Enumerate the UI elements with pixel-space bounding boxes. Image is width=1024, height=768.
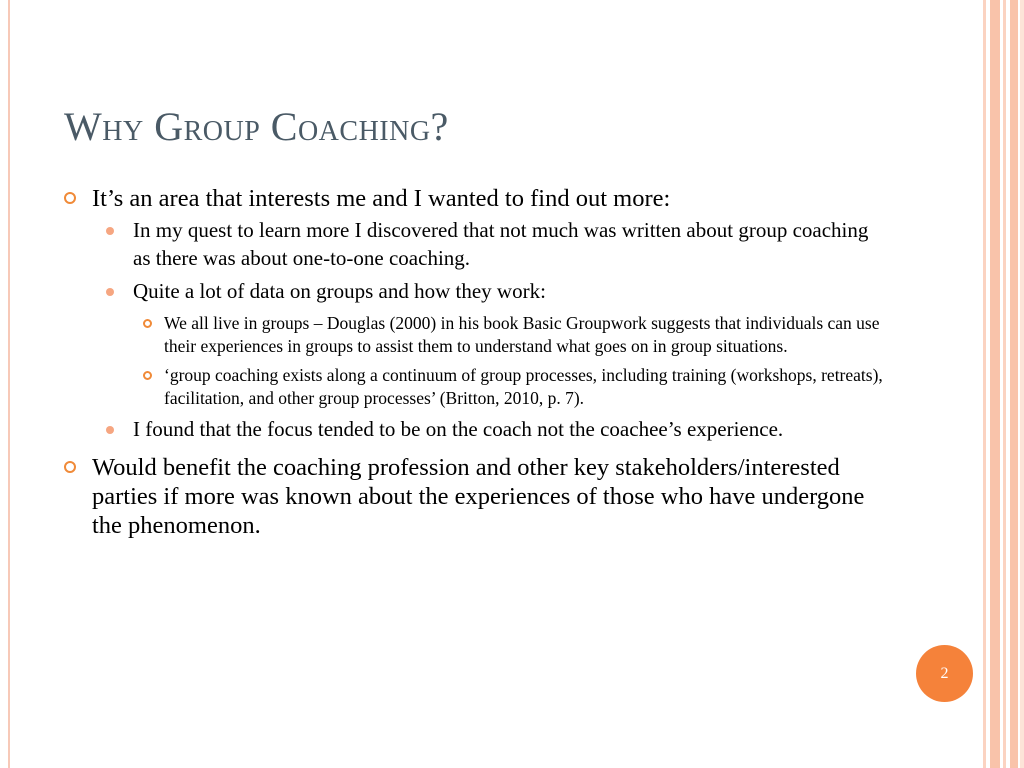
small-circle-bullet-icon xyxy=(143,371,152,380)
decorative-stripe xyxy=(1020,0,1024,768)
dot-bullet-icon xyxy=(106,227,114,235)
left-border-line xyxy=(8,0,10,768)
bullet-level2 xyxy=(106,278,884,306)
dot-bullet-icon xyxy=(106,288,114,296)
bullet-text: I found that the focus tended to be on the coach not the coachee’s experience. xyxy=(133,416,784,441)
bullet-text: In my quest to learn more I discovered that not much was written about group coaching as there was about one-to-one coaching. xyxy=(133,218,869,270)
bullet-level3 xyxy=(133,364,884,410)
bullet-text: Would benefit the coaching profession and other key stakeholders/interested parties if more was known about the experiences of those who have undergone the phenomenon. xyxy=(92,454,865,539)
page-number-badge: 2 xyxy=(916,645,973,702)
decorative-stripe xyxy=(983,0,986,768)
bullet-text: It’s an area that interests me and I wanted to find out more: xyxy=(92,185,671,212)
bullet-level2 xyxy=(106,416,884,444)
slide-content xyxy=(64,184,884,544)
bullet-level1 xyxy=(64,184,884,213)
small-circle-bullet-icon xyxy=(143,319,152,328)
circle-bullet-icon xyxy=(64,461,76,473)
decorative-stripe xyxy=(1003,0,1006,768)
decorative-stripe xyxy=(1010,0,1018,768)
circle-bullet-icon xyxy=(64,192,76,204)
decorative-stripe xyxy=(990,0,1000,768)
slide-title: Why Group Coaching? xyxy=(64,104,449,149)
bullet-text: ‘group coaching exists along a continuum of group processes, including training (workshops, retreats), facilitation, and other group processes’ (Britton, 2010, p. 7). xyxy=(164,364,883,408)
bullet-level1 xyxy=(64,453,884,540)
bullet-text: Quite a lot of data on groups and how they work: xyxy=(133,279,546,303)
dot-bullet-icon xyxy=(106,426,114,434)
bullet-level2 xyxy=(106,217,884,272)
bullet-text: We all live in groups – Douglas (2000) in his book Basic Groupwork suggests that individuals can use their experiences in groups to assist them to understand what goes on in group situations. xyxy=(164,312,880,356)
bullet-level3 xyxy=(133,312,884,358)
